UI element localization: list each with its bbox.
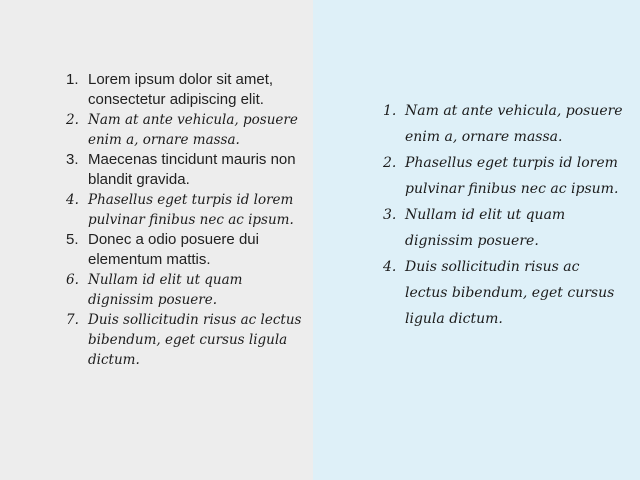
list-item-number: 4. xyxy=(66,192,79,208)
list-item xyxy=(66,230,308,270)
right-blue-panel xyxy=(313,0,640,480)
list-item-text: Maecenas tincidunt mauris non blandit gravida. xyxy=(88,151,296,188)
list-item xyxy=(383,202,623,254)
list-item-text: Phasellus eget turpis id lorem pulvinar finibus nec ac ipsum. xyxy=(88,192,294,228)
list-item-text: Phasellus eget turpis id lorem pulvinar finibus nec ac ipsum. xyxy=(405,155,619,197)
list-item xyxy=(383,254,623,332)
list-item-text: Lorem ipsum dolor sit amet, consectetur adipiscing elit. xyxy=(88,71,274,108)
list-item-text: Nullam id elit ut quam dignissim posuere. xyxy=(88,272,243,308)
list-item-text: Nam at ante vehicula, posuere enim a, ornare massa. xyxy=(405,103,623,145)
list-item-number: 2. xyxy=(66,112,79,128)
list-item-number: 3. xyxy=(66,151,79,168)
list-item xyxy=(66,270,308,310)
list-item-number: 2. xyxy=(383,155,397,171)
list-item xyxy=(66,110,308,150)
right-numbered-list xyxy=(383,98,623,332)
list-item-number: 1. xyxy=(383,103,397,119)
list-item-number: 1. xyxy=(66,71,79,88)
list-item xyxy=(383,98,623,150)
left-gray-panel xyxy=(0,0,313,480)
list-item xyxy=(66,190,308,230)
list-item-text: Nam at ante vehicula, posuere enim a, ornare massa. xyxy=(88,112,298,148)
list-item-text: Nullam id elit ut quam dignissim posuere. xyxy=(405,207,566,249)
list-item xyxy=(66,310,308,370)
left-numbered-list xyxy=(66,70,308,370)
list-item xyxy=(66,70,308,110)
list-item-number: 7. xyxy=(66,312,79,328)
list-item-number: 6. xyxy=(66,272,79,288)
list-item-text: Donec a odio posuere dui elementum mattis. xyxy=(88,231,259,268)
list-item xyxy=(66,150,308,190)
list-item-number: 3. xyxy=(383,207,397,223)
list-item xyxy=(383,150,623,202)
list-item-number: 4. xyxy=(383,259,397,275)
list-item-number: 5. xyxy=(66,231,79,248)
list-item-text: Duis sollicitudin risus ac lectus bibendum, eget cursus ligula dictum. xyxy=(405,259,615,327)
list-item-text: Duis sollicitudin risus ac lectus bibendum, eget cursus ligula dictum. xyxy=(88,312,302,368)
